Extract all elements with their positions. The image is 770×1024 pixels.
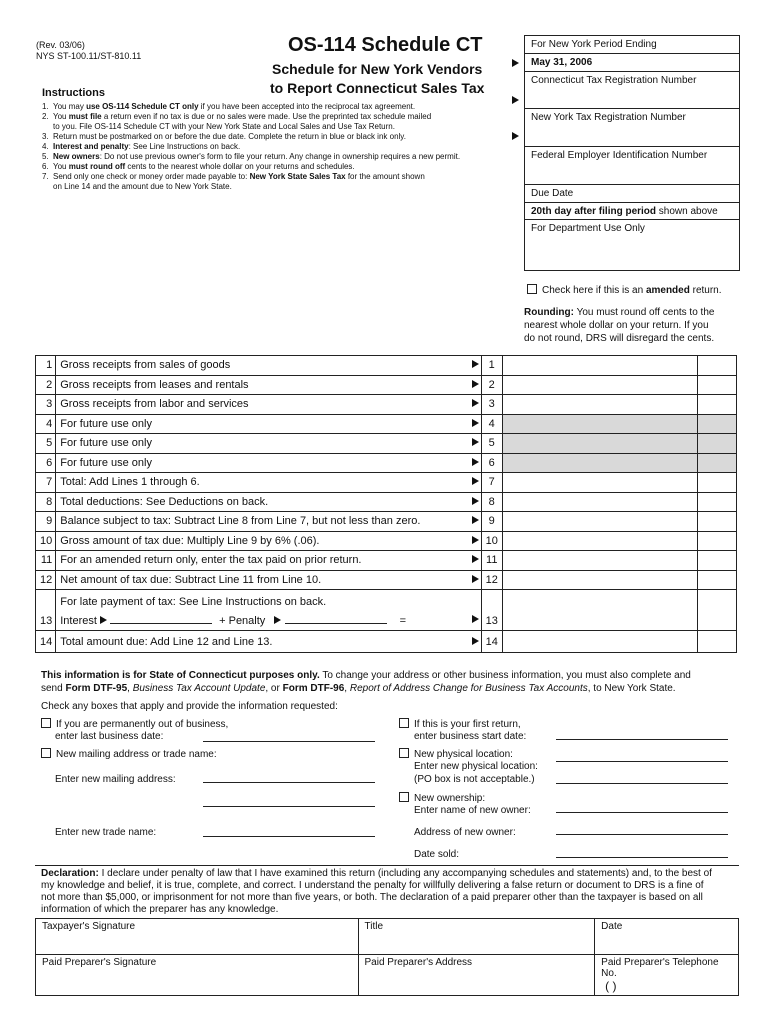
instruction-item <box>42 132 522 142</box>
enter-physical-label: Enter new physical location: <box>414 761 538 772</box>
line-cents-field[interactable] <box>698 512 737 532</box>
ct-tax-registration-label: Connecticut Tax Registration Number <box>531 75 697 86</box>
new-physical-row <box>399 748 513 761</box>
instruction-item <box>42 122 522 132</box>
line-ref-number: 11 <box>481 551 502 571</box>
phone-parentheses: ( ) <box>605 979 617 993</box>
instruction-item <box>42 162 522 172</box>
department-use-label: For Department Use Only <box>525 220 739 271</box>
line-description: Gross amount of tax due: Multiply Line 9 by 6% (.06). <box>56 531 454 551</box>
instruction-number: 4. <box>42 142 49 151</box>
info-comma: , <box>127 683 133 694</box>
line-description: For future use only <box>56 414 454 434</box>
line-number: 4 <box>36 414 56 434</box>
penalty-label: + Penalty <box>219 614 266 627</box>
line-number: 12 <box>36 570 56 590</box>
line-description: For an amended return only, enter the tax paid on prior return. <box>56 551 454 571</box>
amended-bold: amended <box>645 285 690 296</box>
instruction-item <box>42 172 522 182</box>
line-arrow <box>454 570 481 590</box>
declaration-line-4: information of which the preparer has any knowledge. <box>41 904 279 915</box>
arrow-right-icon <box>472 477 479 485</box>
line-amount-field[interactable] <box>502 590 697 631</box>
declaration-line-2: my knowledge and belief, it is true, complete, and correct. I understand the penalty for willfully delivering a false return or document to DRS is a fine of <box>41 880 704 891</box>
equals-sign: = <box>399 614 407 627</box>
table-row <box>36 473 737 493</box>
line-cents-field[interactable] <box>698 590 737 631</box>
new-mailing-row <box>41 748 217 761</box>
instruction-b: must file <box>68 112 102 121</box>
date-sold-field[interactable] <box>556 857 728 858</box>
arrow-right-icon <box>472 360 479 368</box>
line-description: Total deductions: See Deductions on back. <box>56 492 454 512</box>
instruction-post: for the amount shown <box>345 172 425 181</box>
form-subtitle-2: to Report Connecticut Sales Tax <box>270 80 485 96</box>
line-description: Gross receipts from labor and services <box>56 395 454 415</box>
rounding-line-3: do not round, DRS will disregard the cents. <box>524 333 715 344</box>
new-ownership-label: New ownership: <box>414 793 486 804</box>
table-row <box>36 356 737 376</box>
line-cents-field[interactable] <box>698 492 737 512</box>
form-dtf96-title: Report of Address Change for Business Tax Accounts <box>349 683 588 694</box>
instruction-number: 5. <box>42 152 49 161</box>
penalty-field[interactable] <box>285 614 387 624</box>
arrow-right-icon <box>472 615 479 623</box>
line-13-top: For late payment of tax: See Line Instructions on back. <box>60 595 327 608</box>
physical-location-field-1[interactable] <box>556 761 728 762</box>
signature-table <box>35 918 739 996</box>
date-sold-label: Date sold: <box>414 849 460 860</box>
amended-pre: Check here if this is an <box>542 285 646 296</box>
instructions-heading: Instructions <box>42 87 105 99</box>
line-amount-field[interactable] <box>502 551 697 571</box>
arrow-right-icon <box>472 438 479 446</box>
instruction-b: New York State Sales Tax <box>249 172 346 181</box>
first-return-checkbox[interactable] <box>399 718 409 728</box>
new-ownership-row <box>399 792 485 805</box>
date-label: Date <box>601 921 623 932</box>
line-amount-field <box>502 434 697 454</box>
line-amount-field[interactable] <box>502 375 697 395</box>
instruction-item <box>42 152 522 162</box>
arrow-right-icon <box>472 399 479 407</box>
arrow-right-icon <box>472 419 479 427</box>
rounding-bold: Rounding: <box>524 307 574 318</box>
declaration-bold: Declaration: <box>41 868 99 879</box>
last-business-date-label: enter last business date: <box>55 731 164 742</box>
line-arrow <box>454 492 481 512</box>
start-date-field[interactable] <box>556 739 728 740</box>
line-number: 2 <box>36 375 56 395</box>
line-number: 9 <box>36 512 56 532</box>
line-ref-number: 8 <box>481 492 502 512</box>
new-owner-name-field[interactable] <box>556 812 728 813</box>
line-number: 3 <box>36 395 56 415</box>
info-line-2 <box>41 683 676 695</box>
new-physical-label: New physical location: <box>414 749 513 760</box>
instruction-pre: on Line 14 and the amount due to New York State. <box>53 182 232 191</box>
table-row <box>36 512 737 532</box>
line-description: Total: Add Lines 1 through 6. <box>56 473 454 493</box>
form-dtf96: Form DTF-96 <box>282 683 345 694</box>
line-number: 10 <box>36 531 56 551</box>
line-arrow <box>454 453 481 473</box>
line-arrow <box>454 531 481 551</box>
instruction-b: Interest and penalty <box>53 142 129 151</box>
fein-field[interactable] <box>525 147 739 185</box>
amended-post: return. <box>689 285 722 296</box>
instruction-item <box>42 102 522 112</box>
amended-checkbox[interactable] <box>527 284 537 294</box>
table-row <box>36 570 737 590</box>
line-amount-field[interactable] <box>502 570 697 590</box>
instruction-pre: Send only one check or money order made payable to: <box>53 172 250 181</box>
instruction-post: a return even if no tax is due or no sales were made. Use the preprinted tax schedule mailed <box>101 112 432 121</box>
line-ref-number: 4 <box>481 414 502 434</box>
line-ref-number: 1 <box>481 356 502 376</box>
form-title: OS-114 Schedule CT <box>288 34 483 56</box>
due-date-bold: 20th day after filing period <box>531 206 657 217</box>
amended-return-row <box>527 284 722 297</box>
table-row <box>36 492 737 512</box>
arrow-right-icon <box>472 575 479 583</box>
declaration-line-3: not more than $5,000, or imprisonment for not more than five years, or both. The declaration of a paid preparer other than the taxpayer is based on all <box>41 892 703 903</box>
arrow-right-icon <box>472 380 479 388</box>
preparer-signature-label: Paid Preparer's Signature <box>42 957 157 968</box>
info-send: send <box>41 683 66 694</box>
table-row <box>36 590 737 631</box>
period-ending-value: May 31, 2006 <box>525 54 739 72</box>
line-amount-field[interactable] <box>502 473 697 493</box>
preparer-address-field[interactable] <box>358 955 595 996</box>
table-row <box>36 631 737 653</box>
arrow-right-icon <box>100 616 107 624</box>
ct-tax-registration-field[interactable] <box>525 72 739 109</box>
ny-tax-registration-field[interactable] <box>525 109 739 147</box>
line-13-description <box>56 590 454 631</box>
taxpayer-signature-label: Taxpayer's Signature <box>42 921 136 932</box>
line-arrow <box>454 551 481 571</box>
interest-field[interactable] <box>110 614 212 624</box>
line-description: Balance subject to tax: Subtract Line 8 from Line 7, but not less than zero. <box>56 512 454 532</box>
check-any-boxes: Check any boxes that apply and provide the information requested: <box>41 701 338 712</box>
info-comma-2: , <box>344 683 350 694</box>
new-ownership-checkbox[interactable] <box>399 792 409 802</box>
arrow-right-icon <box>274 616 281 624</box>
due-date-value <box>525 203 739 220</box>
line-ref-number: 14 <box>481 631 502 653</box>
line-cents-field <box>698 414 737 434</box>
table-row <box>36 551 737 571</box>
line-ref-number: 12 <box>481 570 502 590</box>
instruction-post: if you have been accepted into the reciprocal tax agreement. <box>198 102 416 111</box>
preparer-address-label: Paid Preparer's Address <box>364 957 473 968</box>
info-or: , or <box>265 683 283 694</box>
first-return-label: If this is your first return, <box>414 719 521 730</box>
table-row <box>36 414 737 434</box>
line-description: For future use only <box>56 453 454 473</box>
instruction-pre: Return must be postmarked on or before the due date. Complete the return in blue or black ink only. <box>53 132 406 141</box>
last-business-date-field[interactable] <box>203 741 375 742</box>
instruction-b: New owners <box>53 152 100 161</box>
line-amount-field[interactable] <box>502 356 697 376</box>
instruction-item <box>42 182 522 192</box>
line-cents-field[interactable] <box>698 395 737 415</box>
line-description: Net amount of tax due: Subtract Line 11 from Line 10. <box>56 570 454 590</box>
line-13-inputs <box>60 614 450 627</box>
line-description: For future use only <box>56 434 454 454</box>
line-ref-number: 13 <box>481 590 502 631</box>
line-cents-field[interactable] <box>698 473 737 493</box>
line-number: 14 <box>36 631 56 653</box>
arrow-right-icon <box>472 458 479 466</box>
new-owner-name-label: Enter name of new owner: <box>414 805 531 816</box>
table-row <box>36 434 737 454</box>
line-amount-field[interactable] <box>502 631 697 653</box>
line-ref-number: 6 <box>481 453 502 473</box>
line-ref-number: 3 <box>481 395 502 415</box>
instruction-post: cents to the nearest whole dollar on your returns and schedules. <box>125 162 355 171</box>
instruction-pre: You may <box>53 102 87 111</box>
line-amount-field <box>502 453 697 473</box>
instruction-number: 7. <box>42 172 49 181</box>
ny-tax-registration-label: New York Tax Registration Number <box>531 112 686 123</box>
arrow-right-icon <box>472 637 479 645</box>
fein-label: Federal Employer Identification Number <box>531 150 708 161</box>
instructions-list <box>42 102 522 192</box>
trade-name-label: Enter new trade name: <box>55 827 157 838</box>
table-row <box>36 453 737 473</box>
rounding-line-1: You must round off cents to the <box>573 307 715 318</box>
line-ref-number: 9 <box>481 512 502 532</box>
form-dtf95-title: Business Tax Account Update <box>132 683 266 694</box>
table-row <box>36 375 737 395</box>
rounding-line-2: nearest whole dollar on your return. If you <box>524 320 709 331</box>
out-of-business-checkbox[interactable] <box>41 718 51 728</box>
line-ref-number: 10 <box>481 531 502 551</box>
line-number: 7 <box>36 473 56 493</box>
info-rest: To change your address or other business information, you must also complete and <box>319 670 691 681</box>
interest-label: Interest <box>60 614 97 627</box>
line-arrow <box>454 414 481 434</box>
line-ref-number: 2 <box>481 375 502 395</box>
line-arrow <box>454 473 481 493</box>
line-arrow <box>454 356 481 376</box>
arrow-right-icon <box>472 536 479 544</box>
line-description: Gross receipts from sales of goods <box>56 356 454 376</box>
line-description: Gross receipts from leases and rentals <box>56 375 454 395</box>
out-of-business-label: If you are permanently out of business, <box>56 719 229 730</box>
new-physical-checkbox[interactable] <box>399 748 409 758</box>
line-description: Total amount due: Add Line 12 and Line 13. <box>56 631 454 653</box>
line-cents-field <box>698 453 737 473</box>
preparer-phone-field[interactable] <box>595 955 739 996</box>
mailing-address-field-2[interactable] <box>203 806 375 807</box>
taxpayer-signature-field[interactable] <box>36 919 359 955</box>
title-label: Title <box>364 921 384 932</box>
instruction-pre: You <box>53 112 69 121</box>
line-arrow <box>454 434 481 454</box>
start-date-label: enter business start date: <box>414 731 527 742</box>
line-number: 6 <box>36 453 56 473</box>
date-field[interactable] <box>595 919 739 955</box>
period-ending-label: For New York Period Ending <box>525 36 739 54</box>
arrow-right-icon <box>472 555 479 563</box>
table-row <box>36 531 737 551</box>
form-subtitle-1: Schedule for New York Vendors <box>272 61 483 77</box>
line-cents-field[interactable] <box>698 631 737 653</box>
line-arrow <box>454 590 481 631</box>
line-amount-field[interactable] <box>502 395 697 415</box>
owner-address-field[interactable] <box>556 834 728 835</box>
instruction-number: 1. <box>42 102 49 111</box>
revision-label: (Rev. 03/06) <box>36 40 85 50</box>
line-amount-field[interactable] <box>502 492 697 512</box>
instruction-post: : See Line Instructions on back. <box>128 142 241 151</box>
line-arrow <box>454 512 481 532</box>
line-cents-field[interactable] <box>698 531 737 551</box>
line-ref-number: 7 <box>481 473 502 493</box>
line-arrow <box>454 631 481 653</box>
arrow-right-icon <box>512 59 519 67</box>
first-return-row <box>399 718 521 731</box>
info-end: , to New York State. <box>587 683 676 694</box>
po-box-note: (PO box is not acceptable.) <box>414 774 535 785</box>
line-number: 5 <box>36 434 56 454</box>
line-cents-field[interactable] <box>698 356 737 376</box>
line-number: 13 <box>36 590 56 631</box>
mailing-address-field-1[interactable] <box>203 782 375 783</box>
instruction-pre: You <box>53 162 69 171</box>
line-number: 8 <box>36 492 56 512</box>
instruction-item <box>42 142 522 152</box>
instruction-pre: to you. File OS-114 Schedule CT with your New York State and Local Sales and Use Tax Return. <box>53 122 395 131</box>
line-cents-field[interactable] <box>698 551 737 571</box>
form-dtf95: Form DTF-95 <box>65 683 128 694</box>
declaration-divider <box>35 865 739 866</box>
preparer-signature-field[interactable] <box>36 955 359 996</box>
tax-lines-table <box>35 355 737 653</box>
out-of-business-row <box>41 718 228 731</box>
trade-name-field[interactable] <box>203 836 375 837</box>
enter-mailing-label: Enter new mailing address: <box>55 774 176 785</box>
line-amount-field[interactable] <box>502 531 697 551</box>
title-field[interactable] <box>358 919 595 955</box>
instruction-number: 6. <box>42 162 49 171</box>
arrow-right-icon <box>472 516 479 524</box>
line-arrow <box>454 375 481 395</box>
new-mailing-label: New mailing address or trade name: <box>56 749 217 760</box>
line-cents-field <box>698 434 737 454</box>
line-arrow <box>454 395 481 415</box>
owner-address-label: Address of new owner: <box>414 827 516 838</box>
instruction-number: 2. <box>42 112 49 121</box>
instruction-item <box>42 112 522 122</box>
nys-form-number: NYS ST-100.11/ST-810.11 <box>36 51 142 61</box>
declaration-text <box>41 868 741 916</box>
arrow-right-icon <box>472 497 479 505</box>
line-cents-field[interactable] <box>698 570 737 590</box>
instruction-b: use OS-114 Schedule CT only <box>86 102 199 111</box>
declaration-line-1: I declare under penalty of law that I have examined this return (including any accompanying schedules and statements) and, to the best of <box>98 868 712 879</box>
physical-location-field-2[interactable] <box>556 783 728 784</box>
instruction-b: must round off <box>68 162 126 171</box>
due-date-rest: shown above <box>656 206 718 217</box>
line-amount-field[interactable] <box>502 512 697 532</box>
line-cents-field[interactable] <box>698 375 737 395</box>
instruction-number: 3. <box>42 132 49 141</box>
line-ref-number: 5 <box>481 434 502 454</box>
new-mailing-checkbox[interactable] <box>41 748 51 758</box>
table-row <box>36 395 737 415</box>
info-line-1 <box>41 670 691 682</box>
due-date-label: Due Date <box>525 185 739 203</box>
preparer-phone-label: Paid Preparer's Telephone No. <box>601 957 719 979</box>
line-number: 11 <box>36 551 56 571</box>
line-number: 1 <box>36 356 56 376</box>
instruction-post: : Do not use previous owner's form to file your return. Any change in ownership requires a new permit. <box>99 152 461 161</box>
info-bold: This information is for State of Connecticut purposes only. <box>41 670 320 681</box>
period-info-box <box>524 35 740 271</box>
line-amount-field <box>502 414 697 434</box>
rounding-note <box>524 306 744 345</box>
